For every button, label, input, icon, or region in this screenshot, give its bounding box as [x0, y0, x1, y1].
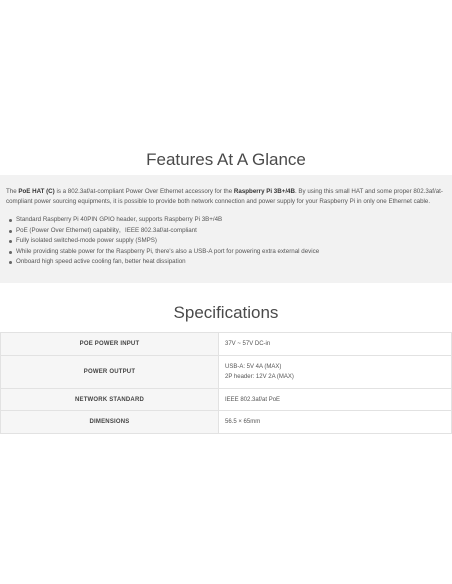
board-name: Raspberry Pi 3B+/4B	[233, 188, 295, 195]
spec-label: DIMENSIONS	[1, 411, 219, 434]
feature-item: Fully isolated switched-mode power supply (SMPS)	[16, 236, 446, 247]
features-list	[6, 215, 446, 268]
spec-value: 37V ~ 57V DC-in	[219, 333, 452, 356]
table-row	[1, 389, 452, 411]
spec-label: NETWORK STANDARD	[1, 389, 219, 411]
spec-value: 56.5 × 65mm	[219, 411, 452, 434]
specifications-heading: Specifications	[173, 303, 279, 322]
spec-value: IEEE 802.3af/at PoE	[219, 389, 452, 411]
spec-value: USB-A: 5V 4A (MAX)	[225, 364, 282, 370]
feature-item: PoE (Power Over Ethernet) capability，IEEE 802.3af/at-compliant	[16, 226, 446, 237]
intro-text-start: The	[6, 188, 19, 195]
intro-text-end: . By using this small HAT and some proper 802.3af/at-compliant power sourcing equipments, it is possible to provide both network connection and power supply for your Raspberry Pi in only one Ethernet cable.	[6, 188, 443, 205]
spec-label: POE POWER INPUT	[1, 333, 219, 356]
feature-item: Standard Raspberry Pi 40PIN GPIO header, supports Raspberry Pi 3B+/4B	[16, 215, 446, 226]
spec-label: POWER OUTPUT	[1, 356, 219, 389]
spec-value-secondary: 2P header: 12V 2A (MAX)	[225, 374, 294, 380]
intro-text-middle: is a 802.3af/at-compliant Power Over Ethernet accessory for the	[54, 188, 234, 195]
features-heading: Features At A Glance	[146, 150, 306, 169]
features-section	[0, 175, 452, 283]
features-intro	[6, 187, 446, 207]
feature-item: Onboard high speed active cooling fan, better heat dissipation	[16, 257, 446, 268]
table-row	[1, 356, 452, 389]
spec-value-cell	[219, 356, 452, 389]
table-row	[1, 411, 452, 434]
specifications-table	[0, 332, 452, 434]
table-row	[1, 333, 452, 356]
feature-item: While providing stable power for the Raspberry Pi, there's also a USB-A port for powering extra external device	[16, 247, 446, 258]
product-name: PoE HAT (C)	[18, 188, 55, 195]
